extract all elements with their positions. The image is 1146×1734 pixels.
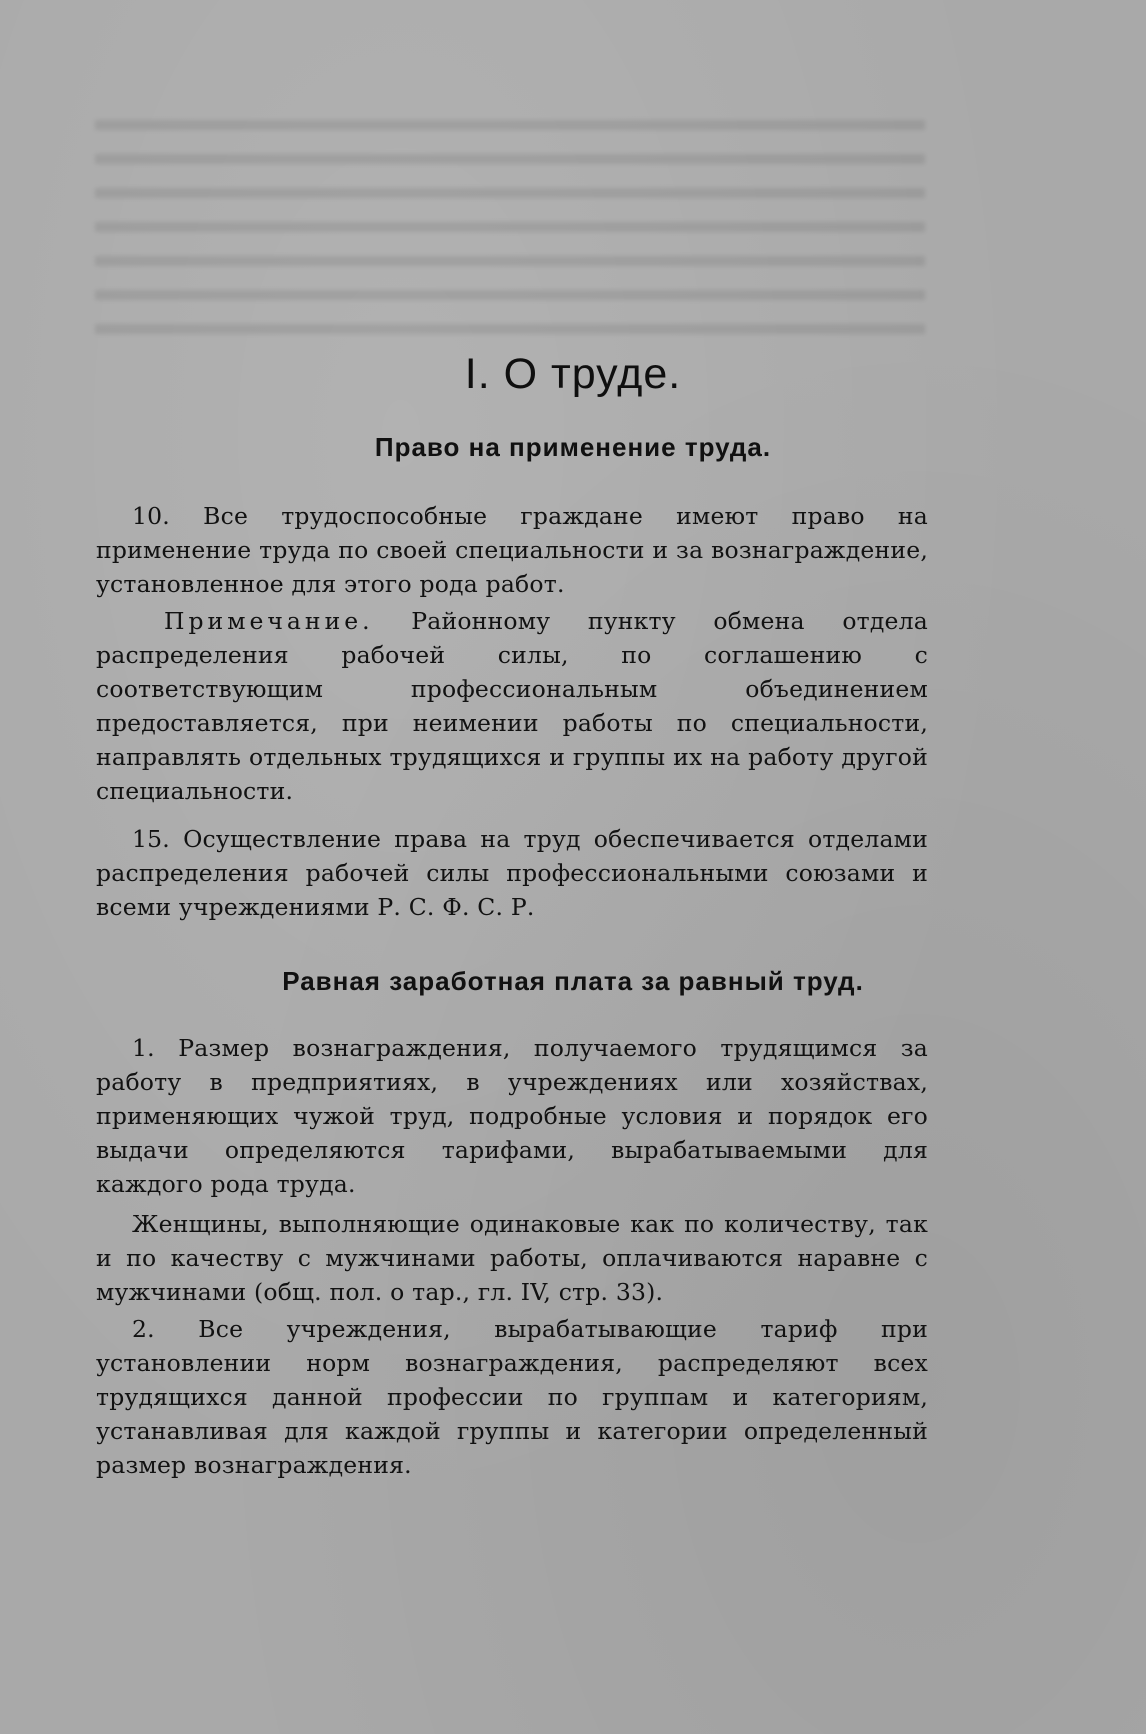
section-heading-right-to-work: Право на применение труда. (374, 432, 772, 462)
article-10: 10. Все трудоспособные граждане имеют право на применение труда по своей специальности и за вознаграждение, установленное для этого рода работ. (96, 502, 928, 598)
section-heading-equal-pay: Равная заработная плата за равный труд. (282, 966, 864, 996)
article-2: 2. Все учреждения, вырабатывающие тариф при установлении норм вознаграждения, распределяют всех трудящихся данной профессии по группам и категориям, устанавливая для каждой группы и категории определенный размер вознаграждения. (96, 1315, 928, 1479)
article-15: 15. Осуществление права на труд обеспечивается отделами распределения рабочей силы профессиональными союзами и всеми учреждениями Р. С. Ф. С. Р. (96, 825, 928, 921)
article-1: 1. Размер вознаграждения, получаемого трудящимся за работу в предприятиях, в учреждениях или хозяйствах, применяющих чужой труд, подробные условия и порядок его выдачи определяются тарифами, вырабатываемыми для каждого рода труда. (96, 1034, 928, 1198)
women-equal-pay-paragraph: Женщины, выполняющие одинаковые как по количеству, так и по качеству с мужчинами работы, оплачиваются наравне с мужчинами (общ. пол. о тар., гл. IV, стр. 33). (96, 1210, 928, 1306)
show-through-text (95, 120, 925, 350)
note-paragraph (96, 604, 928, 808)
chapter-title: I. О труде. (464, 350, 682, 398)
note-label: Примечание. (164, 607, 374, 635)
note-text: Районному пункту обмена отдела распределения рабочей силы, по соглашению с соответствующим профессиональным объединением предоставляется, при неимении работы по специальности, направлять отдельных трудящихся и группы их на работу другой специальности. (96, 607, 928, 805)
